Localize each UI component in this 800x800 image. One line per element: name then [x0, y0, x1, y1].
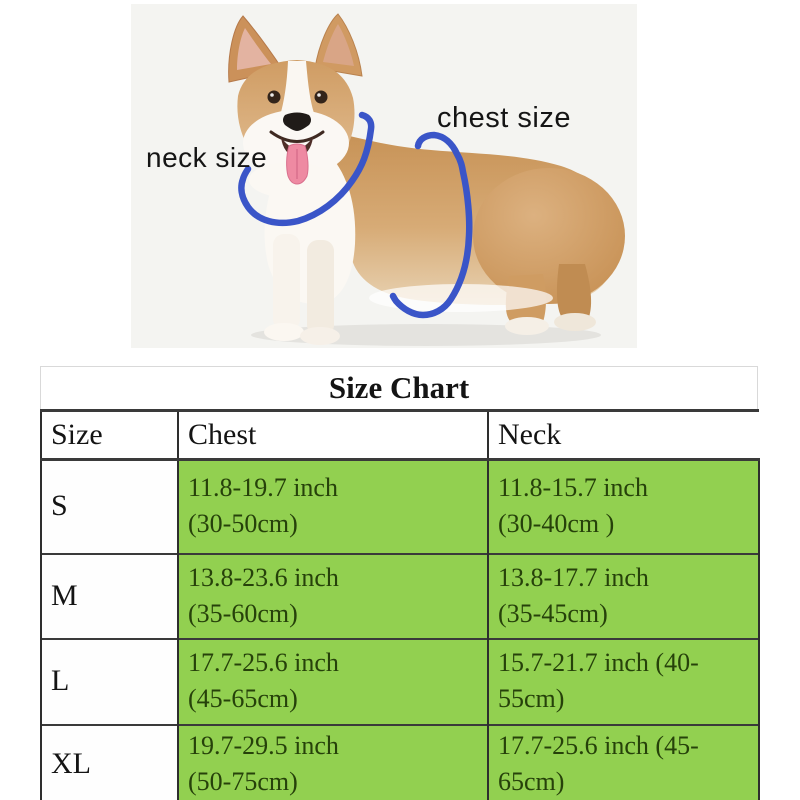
measurement-inch: 17.7-25.6 inch (45-: [498, 731, 699, 760]
measurement-cm: (35-60cm): [188, 598, 298, 628]
measurement-inch: 13.8-23.6 inch: [188, 562, 339, 592]
measurement-inch: 19.7-29.5 inch: [188, 731, 339, 760]
size-chart-title: Size Chart: [40, 366, 758, 409]
size-value: M: [41, 554, 178, 639]
corgi-illustration: [131, 4, 637, 348]
measurement-cm: (50-75cm): [188, 767, 298, 796]
measurement-cm: (30-50cm): [188, 509, 298, 538]
chest-size-label: chest size: [437, 102, 571, 134]
dog-eye: [268, 91, 281, 104]
table-row-xl: [41, 725, 759, 800]
neck-value: [488, 725, 759, 800]
measurement-inch: 17.7-25.6 inch: [188, 648, 339, 677]
measurement-cm: 65cm): [498, 767, 565, 796]
chest-value: [178, 639, 488, 725]
column-header-neck: Neck: [488, 411, 759, 460]
chest-value: [178, 725, 488, 800]
measurement-cm: (45-65cm): [188, 684, 298, 713]
dog-eye-glint: [270, 93, 274, 97]
size-value: XL: [41, 725, 178, 800]
dog-photo: [131, 4, 637, 348]
measurement-inch: 15.7-21.7 inch (40-: [498, 648, 699, 677]
chest-value: [178, 554, 488, 639]
column-header-chest: Chest: [178, 411, 488, 460]
neck-value: [488, 554, 759, 639]
dog-rear-foot: [505, 317, 549, 335]
neck-value: [488, 460, 759, 555]
size-chart-table: [40, 409, 760, 800]
dog-eye: [315, 91, 328, 104]
measurement-cm: (35-45cm): [498, 598, 608, 628]
measurement-inch: 13.8-17.7 inch: [498, 562, 649, 592]
chest-value: [178, 460, 488, 555]
dog-rear-leg: [557, 264, 591, 319]
column-header-size: Size: [41, 411, 178, 460]
table-row-m: [41, 554, 759, 639]
dog-front-foot: [300, 327, 340, 345]
dog-front-leg: [273, 234, 300, 330]
measurement-inch: 11.8-19.7 inch: [188, 473, 338, 502]
dog-haunch: [473, 168, 625, 304]
dog-eye-glint: [317, 93, 321, 97]
size-value: L: [41, 639, 178, 725]
neck-size-label: neck size: [146, 142, 268, 173]
table-row-s: [41, 460, 759, 555]
measurement-cm: 55cm): [498, 684, 565, 713]
size-value: S: [41, 460, 178, 555]
neck-value: [488, 639, 759, 725]
dog-front-leg: [307, 240, 334, 336]
table-row-l: [41, 639, 759, 725]
measurement-cm: (30-40cm ): [498, 509, 615, 538]
dog-rear-foot: [554, 313, 596, 331]
header-row: [41, 411, 759, 460]
measurement-inch: 11.8-15.7 inch: [498, 473, 648, 502]
size-chart: [40, 366, 758, 800]
dog-front-foot: [264, 323, 304, 341]
